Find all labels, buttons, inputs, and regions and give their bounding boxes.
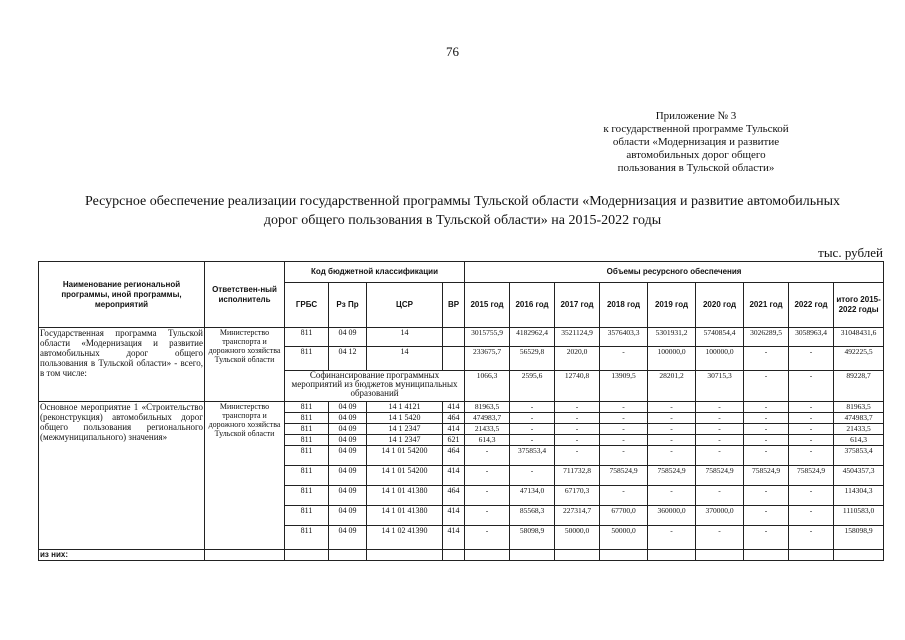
header-csr: ЦСР <box>367 283 443 328</box>
cell-rzpr: 04 09 <box>329 486 367 506</box>
units-label: тыс. рублей <box>818 245 883 260</box>
cell-value: 758524,9 <box>744 466 789 486</box>
cell-vr: 414 <box>443 506 465 526</box>
cell-value: - <box>744 506 789 526</box>
cell-rzpr: 04 09 <box>329 328 367 347</box>
cell-value: - <box>648 526 696 550</box>
cell-value: - <box>465 506 510 526</box>
cell-value: 3026289,5 <box>744 328 789 347</box>
cell-vr: 414 <box>443 402 465 413</box>
cell-value: 3521124,9 <box>555 328 600 347</box>
cell-value: 50000,0 <box>600 526 648 550</box>
program-name: Государственная программа Тульской области «Модернизация и развитие автомобильных дорог общего пользования в Тульской области» - всего, в том числе: <box>39 328 205 402</box>
cell-value: 3058963,4 <box>789 328 834 347</box>
cell-vr: 414 <box>443 526 465 550</box>
cell-value: 56529,8 <box>510 347 555 371</box>
cell-value: 12740,8 <box>555 371 600 402</box>
cell-value: - <box>744 402 789 413</box>
appendix-block <box>560 110 832 175</box>
cell-value: - <box>789 424 834 435</box>
cell-grbs: 811 <box>285 413 329 424</box>
cell-value: - <box>510 413 555 424</box>
cell-value: - <box>600 347 648 371</box>
appendix-line: автомобильных дорог общего <box>626 149 766 161</box>
cell-value: - <box>600 402 648 413</box>
cell-value: 1066,3 <box>465 371 510 402</box>
appendix-line: пользования в Тульской области» <box>617 162 775 174</box>
cell-rzpr: 04 09 <box>329 402 367 413</box>
program-executor: Министерство транспорта и дорожного хозяйства Тульской области <box>205 328 285 402</box>
cell-grbs: 811 <box>285 402 329 413</box>
header-total: итого 2015-2022 годы <box>834 283 884 328</box>
header-year: 2017 год <box>555 283 600 328</box>
cell-grbs: 811 <box>285 424 329 435</box>
cell-value: 67700,0 <box>600 506 648 526</box>
cell-csr: 14 <box>367 347 443 371</box>
cell-value: 5301931,2 <box>648 328 696 347</box>
cell-value: 2020,0 <box>555 347 600 371</box>
cell-grbs: 811 <box>285 526 329 550</box>
cell-total: 81963,5 <box>834 402 884 413</box>
cell-value: 5740854,4 <box>696 328 744 347</box>
cell-value: - <box>510 435 555 446</box>
cell-value: 100000,0 <box>648 347 696 371</box>
measure-executor: Министерство транспорта и дорожного хозяйства Тульской области <box>205 402 285 550</box>
title-line: Ресурсное обеспечение реализации государственной программы Тульской области «Модернизация и развитие автомобильных <box>84 194 841 209</box>
cell-value: 81963,5 <box>465 402 510 413</box>
cell-value: - <box>465 446 510 466</box>
cell-value: - <box>744 424 789 435</box>
header-name: Наименование региональной программы, иной программы, мероприятий <box>39 262 205 328</box>
measure-name: Основное мероприятие 1 «Строительство (реконструкция) автомобильных дорог общего пользования регионального (межмуниципального) значения» <box>39 402 205 550</box>
cell-value: - <box>789 446 834 466</box>
cell-value: - <box>555 413 600 424</box>
cell-value: - <box>648 413 696 424</box>
cell-value: - <box>789 347 834 371</box>
cell-value: - <box>696 424 744 435</box>
cell-value: - <box>510 402 555 413</box>
cell-value: 375853,4 <box>510 446 555 466</box>
cell-csr: 14 1 2347 <box>367 424 443 435</box>
cell-csr: 14 1 4121 <box>367 402 443 413</box>
cell-value: 58098,9 <box>510 526 555 550</box>
cell-value: 711732,8 <box>555 466 600 486</box>
cell-value: 21433,5 <box>465 424 510 435</box>
cofinancing-label: Софинансирование программных мероприятий из бюджетов муниципальных образований <box>285 371 465 402</box>
cell-value: - <box>648 402 696 413</box>
header-volumes: Объемы ресурсного обеспечения <box>465 262 884 283</box>
header-vr: ВР <box>443 283 465 328</box>
cell-value: 614,3 <box>465 435 510 446</box>
page-number: 76 <box>446 44 459 59</box>
cell-csr: 14 1 01 41380 <box>367 506 443 526</box>
appendix-line: Приложение № 3 <box>655 110 737 122</box>
cell-value: 758524,9 <box>648 466 696 486</box>
cell-csr: 14 1 01 54200 <box>367 446 443 466</box>
cell-value: 100000,0 <box>696 347 744 371</box>
cell-value: - <box>789 371 834 402</box>
cell-value: 3576403,3 <box>600 328 648 347</box>
cell-value: - <box>789 413 834 424</box>
header-executor: Ответствен-ный исполнитель <box>205 262 285 328</box>
cell-value: 3015755,9 <box>465 328 510 347</box>
cell-value: - <box>510 424 555 435</box>
cell-value: - <box>744 446 789 466</box>
cell-vr <box>443 347 465 371</box>
cell-csr: 14 1 02 41390 <box>367 526 443 550</box>
cell-value: - <box>648 435 696 446</box>
cell-total: 375853,4 <box>834 446 884 466</box>
table-row <box>39 328 884 347</box>
cell-vr: 414 <box>443 466 465 486</box>
cell-value: 13909,5 <box>600 371 648 402</box>
cell-value: - <box>696 435 744 446</box>
cell-value: - <box>696 413 744 424</box>
cell-value: - <box>465 466 510 486</box>
cell-value: 474983,7 <box>465 413 510 424</box>
cell-vr: 464 <box>443 413 465 424</box>
cell-value: - <box>744 371 789 402</box>
header-rzpr: Рз Пр <box>329 283 367 328</box>
appendix-line: к государственной программе Тульской <box>603 123 789 135</box>
cell-total: 474983,7 <box>834 413 884 424</box>
cell-csr: 14 1 01 54200 <box>367 466 443 486</box>
cell-value: - <box>600 446 648 466</box>
cell-value: 758524,9 <box>789 466 834 486</box>
cell-value: - <box>600 435 648 446</box>
cell-value: - <box>555 435 600 446</box>
cell-value: 28201,2 <box>648 371 696 402</box>
footer-label: из них: <box>39 550 205 561</box>
cell-grbs: 811 <box>285 466 329 486</box>
cell-csr: 14 1 5420 <box>367 413 443 424</box>
cell-rzpr: 04 09 <box>329 446 367 466</box>
cell-value: 67170,3 <box>555 486 600 506</box>
header-year: 2015 год <box>465 283 510 328</box>
cell-grbs: 811 <box>285 486 329 506</box>
cell-value: - <box>600 424 648 435</box>
cell-vr: 414 <box>443 424 465 435</box>
cell-value: - <box>789 526 834 550</box>
cell-value: - <box>465 526 510 550</box>
cell-value: - <box>648 486 696 506</box>
header-budget-code: Код бюджетной классификации <box>285 262 465 283</box>
header-year: 2019 год <box>648 283 696 328</box>
header-year: 2018 год <box>600 283 648 328</box>
cell-value: - <box>789 506 834 526</box>
cell-value: - <box>555 424 600 435</box>
cell-value: - <box>696 402 744 413</box>
cell-value: - <box>744 347 789 371</box>
resource-table <box>38 261 884 561</box>
header-year: 2020 год <box>696 283 744 328</box>
cell-value: 758524,9 <box>600 466 648 486</box>
cell-total: 114304,3 <box>834 486 884 506</box>
cell-value: 233675,7 <box>465 347 510 371</box>
cell-value: 2595,6 <box>510 371 555 402</box>
cell-rzpr: 04 09 <box>329 506 367 526</box>
cell-vr: 621 <box>443 435 465 446</box>
header-year: 2021 год <box>744 283 789 328</box>
cell-value: 50000,0 <box>555 526 600 550</box>
document-title <box>40 192 885 230</box>
cell-total: 1110583,0 <box>834 506 884 526</box>
cell-total: 4504357,3 <box>834 466 884 486</box>
cell-total: 614,3 <box>834 435 884 446</box>
cell-value: - <box>555 446 600 466</box>
cell-vr: 464 <box>443 446 465 466</box>
cell-value: 227314,7 <box>555 506 600 526</box>
header-grbs: ГРБС <box>285 283 329 328</box>
cell-value: - <box>648 424 696 435</box>
cell-vr: 464 <box>443 486 465 506</box>
cell-value: - <box>600 413 648 424</box>
cell-value: - <box>510 466 555 486</box>
cell-csr: 14 1 01 41380 <box>367 486 443 506</box>
cell-value: - <box>465 486 510 506</box>
cell-value: - <box>555 402 600 413</box>
cell-value: 758524,9 <box>696 466 744 486</box>
cell-csr: 14 <box>367 328 443 347</box>
cell-total: 31048431,6 <box>834 328 884 347</box>
table-row <box>39 550 884 561</box>
cell-total: 492225,5 <box>834 347 884 371</box>
cell-grbs: 811 <box>285 506 329 526</box>
cell-value: 370000,0 <box>696 506 744 526</box>
cell-value: - <box>789 402 834 413</box>
cell-value: - <box>744 486 789 506</box>
cell-value: 4182962,4 <box>510 328 555 347</box>
cell-rzpr: 04 09 <box>329 413 367 424</box>
appendix-line: области «Модернизация и развитие <box>612 136 780 148</box>
header-year: 2022 год <box>789 283 834 328</box>
cell-value: - <box>696 486 744 506</box>
cell-value: - <box>744 413 789 424</box>
cell-value: 47134,0 <box>510 486 555 506</box>
cell-total: 21433,5 <box>834 424 884 435</box>
cell-value: 30715,3 <box>696 371 744 402</box>
cell-rzpr: 04 12 <box>329 347 367 371</box>
cell-value: - <box>696 526 744 550</box>
cell-value: - <box>744 435 789 446</box>
cell-value: - <box>789 435 834 446</box>
table-row <box>39 402 884 413</box>
cell-grbs: 811 <box>285 347 329 371</box>
title-line: дорог общего пользования в Тульской области» на 2015-2022 годы <box>263 213 662 228</box>
cell-rzpr: 04 09 <box>329 435 367 446</box>
cell-value: - <box>648 446 696 466</box>
cell-csr: 14 1 2347 <box>367 435 443 446</box>
header-year: 2016 год <box>510 283 555 328</box>
cell-total: 89228,7 <box>834 371 884 402</box>
cell-rzpr: 04 09 <box>329 466 367 486</box>
cell-value: - <box>696 446 744 466</box>
cell-vr <box>443 328 465 347</box>
cell-value: - <box>789 486 834 506</box>
cell-value: 85568,3 <box>510 506 555 526</box>
cell-rzpr: 04 09 <box>329 424 367 435</box>
cell-value: 360000,0 <box>648 506 696 526</box>
cell-grbs: 811 <box>285 446 329 466</box>
cell-rzpr: 04 09 <box>329 526 367 550</box>
cell-value: - <box>744 526 789 550</box>
cell-grbs: 811 <box>285 435 329 446</box>
cell-total: 158098,9 <box>834 526 884 550</box>
cell-value: - <box>600 486 648 506</box>
cell-grbs: 811 <box>285 328 329 347</box>
